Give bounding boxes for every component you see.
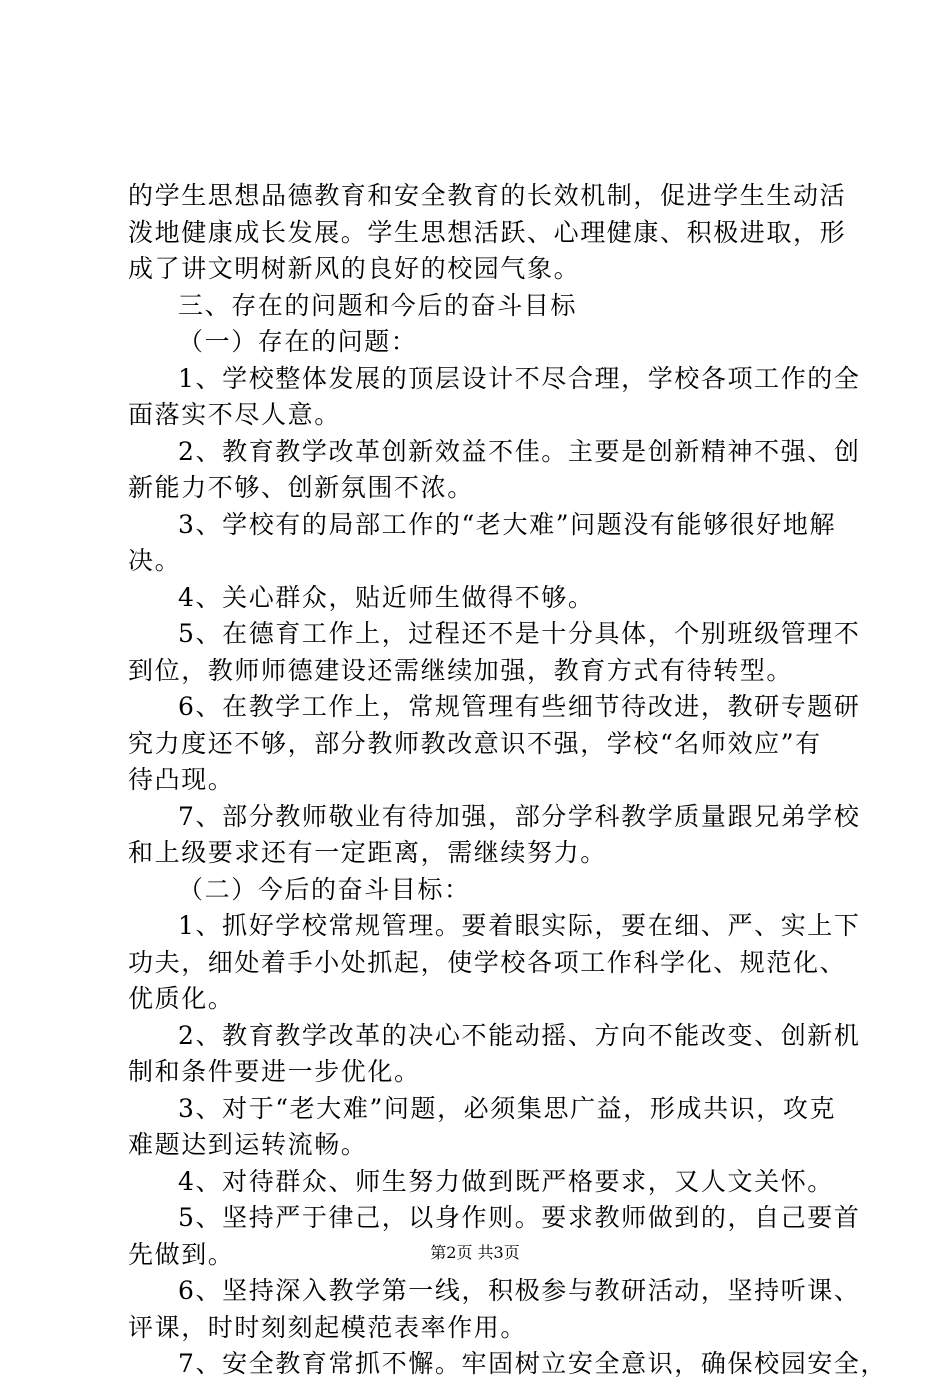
text-line: 4、对待群众、师生努力做到既严格要求，又人文关怀。 xyxy=(178,1166,834,1196)
document-body xyxy=(128,178,888,1383)
text-line: （二）今后的奋斗目标： xyxy=(178,874,471,904)
text-line: （一）存在的问题： xyxy=(178,327,418,356)
text-line: 决。 xyxy=(128,546,182,575)
text-line: 泼地健康成长发展。学生思想活跃、心理健康、积极进取，形 xyxy=(128,217,847,247)
text-line: 优质化。 xyxy=(128,984,235,1013)
text-line: 的学生思想品德教育和安全教育的长效机制，促进学生生动活 xyxy=(128,181,847,210)
page-footer: 第2页 共3页 xyxy=(430,1243,520,1262)
text-line: 7、部分教师敬业有待加强，部分学科教学质量跟兄弟学校 xyxy=(178,801,861,831)
text-line: 1、学校整体发展的顶层设计不尽合理，学校各项工作的全 xyxy=(178,363,861,393)
text-line: 制和条件要进一步优化。 xyxy=(128,1057,421,1086)
text-line: 评课，时时刻刻起模范表率作用。 xyxy=(128,1312,528,1342)
text-line: 5、在德育工作上，过程还不是十分具体，个别班级管理不 xyxy=(178,619,861,648)
text-line: 7、安全教育常抓不懈。牢固树立安全意识，确保校园安全， xyxy=(178,1349,888,1378)
text-line: 面落实不尽人意。 xyxy=(128,400,341,429)
text-line: 三、存在的问题和今后的奋斗目标 xyxy=(178,290,578,320)
text-line: 6、坚持深入教学第一线，积极参与教研活动，坚持听课、 xyxy=(178,1276,861,1305)
text-line: 2、教育教学改革创新效益不佳。主要是创新精神不强、创 xyxy=(178,436,861,466)
text-line: 2、教育教学改革的决心不能动摇、方向不能改变、创新机 xyxy=(178,1020,861,1050)
text-line: 6、在教学工作上，常规管理有些细节待改进，教研专题研 xyxy=(178,692,861,721)
text-line: 1、抓好学校常规管理。要着眼实际，要在细、严、实上下 xyxy=(178,911,861,940)
text-line: 5、坚持严于律己，以身作则。要求教师做到的，自己要首 xyxy=(178,1203,861,1232)
text-line: 3、学校有的局部工作的“老大难”问题没有能够很好地解 xyxy=(178,509,837,539)
text-line: 成了讲文明树新风的良好的校园气象。 xyxy=(128,254,581,283)
text-line: 先做到。 xyxy=(128,1239,235,1269)
text-line: 新能力不够、创新氛围不浓。 xyxy=(128,473,474,502)
text-line: 待凸现。 xyxy=(128,765,235,794)
text-line: 3、对于“老大难”问题，必须集思广益，形成共识，攻克 xyxy=(178,1093,837,1123)
text-line: 到位，教师师德建设还需继续加强，教育方式有待转型。 xyxy=(128,655,794,685)
text-line: 难题达到运转流畅。 xyxy=(128,1130,368,1159)
text-line: 4、关心群众，贴近师生做得不够。 xyxy=(178,582,595,612)
text-line: 究力度还不够，部分教师教改意识不强，学校“名师效应”有 xyxy=(128,728,822,758)
text-line: 和上级要求还有一定距离，需继续努力。 xyxy=(128,838,607,867)
text-line: 功夫，细处着手小处抓起，使学校各项工作科学化、规范化、 xyxy=(128,947,847,977)
